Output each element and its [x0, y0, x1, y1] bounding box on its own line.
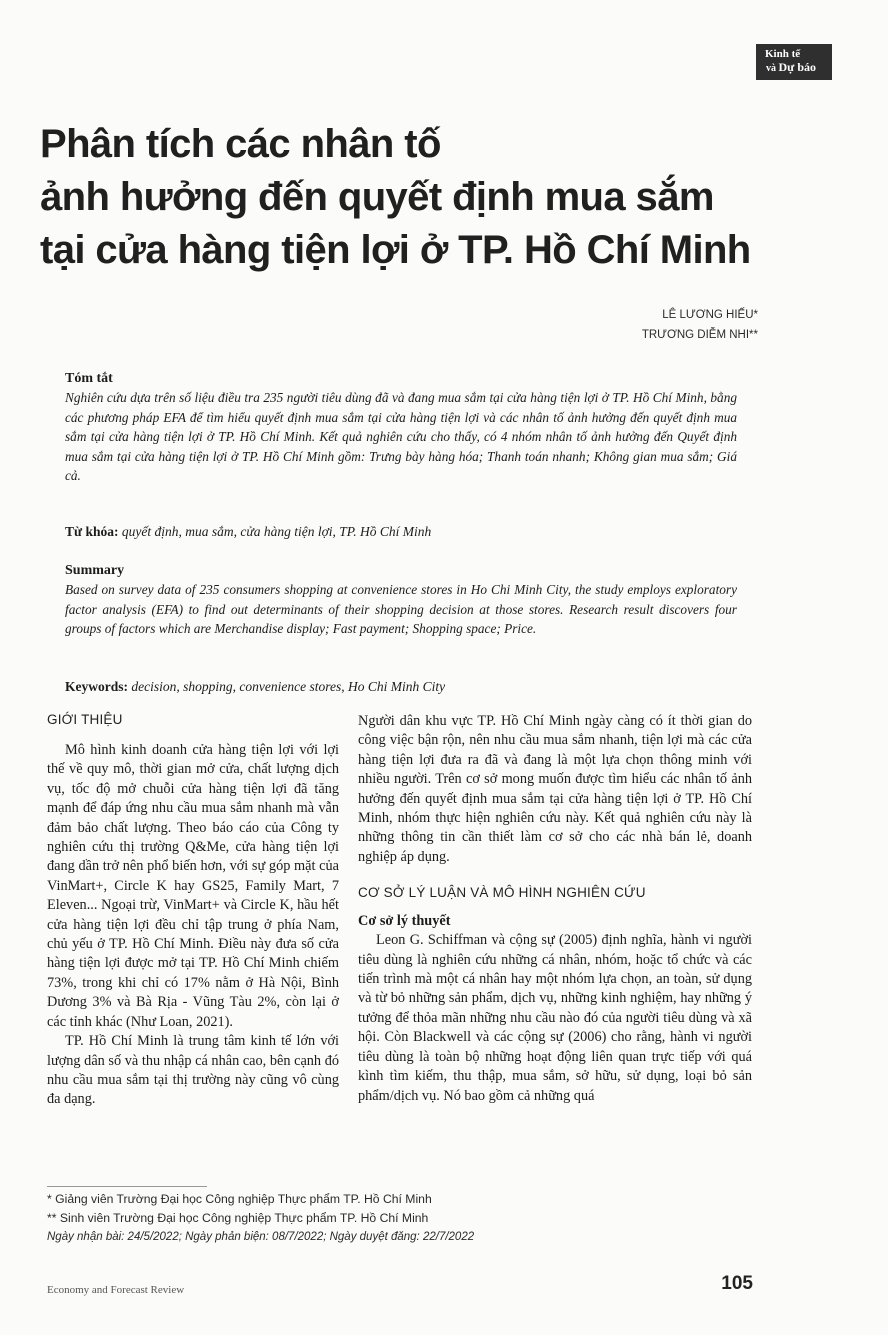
abstract-vi-heading: Tóm tắt [65, 371, 113, 386]
abstract-vi [65, 370, 737, 486]
keywords-vi [65, 523, 737, 541]
intro-paragraph-3: Người dân khu vực TP. Hồ Chí Minh ngày càng có ít thời gian do công việc bận rộn, nên nhu cầu mua sắm nhanh, tiện lợi mà các cửa hàng tiện lợi đưa ra đã và đang là một lựa chọn thông minh với nhiều người. Trên cơ sở mong muốn được tìm hiểu các nhân tố ảnh hưởng đến quyết định mua sắm tại cửa hàng tiện lợi ở TP. Hồ Chí Minh, nhóm thực hiện nghiên cứu này. Kết quả nghiên cứu này là những thông tin cần thiết làm cơ sở cho các nhà bán lẻ, doanh nghiệp áp dụng. [358, 713, 752, 865]
abstract-vi-text: Nghiên cứu dựa trên số liệu điều tra 235 người tiêu dùng đã và đang mua sắm tại cửa hàng tiện lợi ở TP. Hồ Chí Minh, bằng các phương pháp EFA để tìm hiểu quyết định mua sắm tại cửa hàng tiện lợi và các nhân tố ảnh hưởng đến quyết định mua sắm tại cửa hàng tiện lợi ở TP. Hồ Chí Minh. Kết quả nghiên cứu cho thấy, có 4 nhóm nhân tố ảnh hưởng đến Quyết định mua sắm tại cửa hàng tiện lợi ở TP. Hồ Chí Minh gồm: Trưng bày hàng hóa; Thanh toán nhanh; Không gian mua sắm; Giá cả. [65, 390, 737, 484]
keywords-vi-text: quyết định, mua sắm, cửa hàng tiện lợi, TP. Hồ Chí Minh [121, 524, 432, 539]
footnote-2: ** Sinh viên Trường Đại học Công nghiệp Thực phẩm TP. Hồ Chí Minh [47, 1211, 429, 1225]
badge-line1: Kinh tế [765, 48, 801, 60]
keywords-en-text: decision, shopping, convenience stores, Ho Chi Minh City [131, 679, 446, 694]
author-1: LÊ LƯƠNG HIẾU* [662, 309, 758, 321]
journal-badge [756, 44, 832, 80]
author-2: TRƯƠNG DIỄM NHI** [641, 329, 758, 341]
title-line-2: ảnh hưởng đến quyết định mua sắm [40, 175, 714, 219]
keywords-en-label: Keywords: [65, 679, 128, 694]
footnote-dates: Ngày nhận bài: 24/5/2022; Ngày phản biện: 08/7/2022; Ngày duyệt đăng: 22/7/2022 [47, 1231, 475, 1243]
theory-subheading: Cơ sở lý thuyết [358, 913, 451, 930]
intro-paragraph-2: TP. Hồ Chí Minh là trung tâm kinh tế lớn với lượng dân số và thu nhập cá nhân cao, bên cạnh đó nhu cầu mua sắm tại thị trường này cũng vô cùng đa dạng. [47, 1033, 339, 1108]
column-right [358, 712, 752, 1106]
column-left [47, 712, 339, 1110]
footnotes [47, 1190, 747, 1247]
journal-name: Economy and Forecast Review [47, 1284, 185, 1296]
abstract-en-heading: Summary [65, 563, 125, 578]
intro-heading: GIỚI THIỆU [47, 712, 123, 727]
authors [642, 305, 758, 345]
abstract-en-text: Based on survey data of 235 consumers shopping at convenience stores in Ho Chi Minh City, the study employs exploratory factor analysis (EFA) to find out determinants of their shopping decision at those stores. Research result discovers four groups of factors which are Merchandise display; Fast payment; Shopping space; Price. [65, 582, 737, 637]
page-number: 105 [721, 1273, 753, 1294]
article-title [40, 118, 800, 277]
abstract-en [65, 562, 737, 639]
footnote-1: * Giảng viên Trường Đại học Công nghiệp Thực phẩm TP. Hồ Chí Minh [47, 1192, 432, 1206]
keywords-en [65, 678, 737, 696]
title-line-1: Phân tích các nhân tố [40, 122, 441, 166]
theory-heading: CƠ SỞ LÝ LUẬN VÀ MÔ HÌNH NGHIÊN CỨU [358, 885, 646, 901]
keywords-vi-label: Từ khóa: [65, 524, 119, 539]
theory-paragraph-1: Leon G. Schiffman và cộng sự (2005) định nghĩa, hành vi người tiêu dùng là nghiên cứu những cá nhân, nhóm, hoặc tổ chức và các tiến trình mà một cá nhân hay một nhóm lựa chọn, an toàn, sử dụng và từ bỏ những sản phẩm, dịch vụ, những kinh nghiệm, hay những ý tưởng để thỏa mãn những nhu cầu nào đó của người tiêu dùng và xã hội. Còn Blackwell và các cộng sự (2006) cho rằng, hành vi người tiêu dùng là toàn bộ những hoạt động liên quan trực tiếp với quá kình tìm kiếm, thu thập, mua sắm, sở hữu, sử dụng, loại bỏ sản phẩm/dịch vụ. Nó bao gồm cả những quá [358, 932, 752, 1104]
footnote-rule [47, 1186, 207, 1187]
intro-paragraph-1: Mô hình kinh doanh cửa hàng tiện lợi với lợi thế về quy mô, thời gian mở cửa, chất lượng dịch vụ, tốc độ mở chuỗi cửa hàng tiện lợi đã tăng mạnh để đáp ứng nhu cầu mua sắm nhanh mà vẫn đảm bảo chất lượng. Theo báo cáo của Công ty nghiên cứu thị trường Q&Me, cửa hàng tiện lợi đang dần trở nên phổ biến hơn, với sự góp mặt của VinMart+, Circle K hay GS25, Family Mart, 7 Eleven... Ngoại trừ, VinMart+ và Circle K, hầu hết cửa hàng tiện lợi đều chỉ tập trung ở phía Nam, chủ yếu ở TP. Hồ Chí Minh. Điều này đưa số cửa hàng tiện lợi được mở tại TP. Hồ Chí Minh chiếm 73%, trong khi chỉ có 17% nằm ở Hà Nội, Bình Dương 3% và Bà Rịa - Vũng Tàu 2%, còn lại ở các tỉnh khác (Như Loan, 2021). [47, 742, 339, 1030]
badge-line2: và Dự báo [766, 60, 817, 74]
title-line-3: tại cửa hàng tiện lợi ở TP. Hồ Chí Minh [40, 228, 751, 272]
